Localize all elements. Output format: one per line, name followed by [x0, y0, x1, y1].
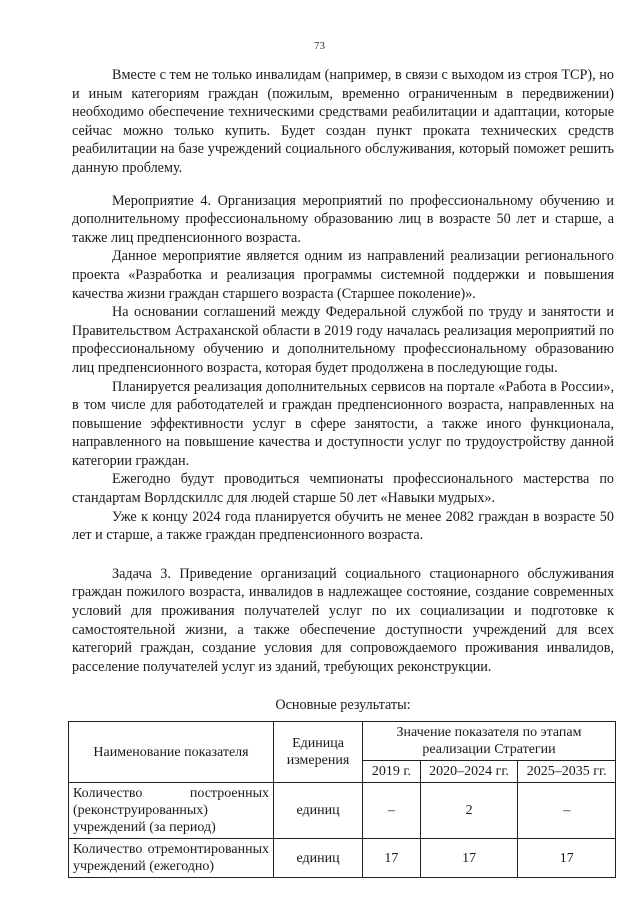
indicator-value: – [518, 783, 616, 839]
table-header-row [69, 722, 616, 761]
document-body [72, 66, 614, 878]
indicator-value: 17 [420, 839, 518, 878]
header-unit: Единица измерения [274, 722, 363, 783]
table-caption: Основные результаты: [275, 697, 411, 714]
paragraph: Мероприятие 4. Организация мероприятий по профессиональному обучению и дополнительному профессиональному образованию лиц в возрасте 50 лет и старше, а также лиц предпенсионного возраста. [72, 192, 614, 246]
indicator-value: 17 [363, 839, 421, 878]
table-row [69, 783, 616, 839]
paragraph: Ежегодно будут проводиться чемпионаты профессионального мастерства по стандартам Ворлдскиллс для людей старше 50 лет «Навыки мудрых». [72, 471, 614, 507]
indicator-unit: единиц [274, 839, 363, 878]
header-period: 2020–2024 гг. [420, 761, 518, 783]
indicator-value: 2 [420, 783, 518, 839]
paragraph: Данное мероприятие является одним из направлений реализации регионального проекта «Разработка и реализация программы системной поддержки и повышения качества жизни граждан старшего возраста (Старшее поколение)». [72, 248, 614, 302]
header-period: 2025–2035 гг. [518, 761, 616, 783]
paragraph: Вместе с тем не только инвалидам (например, в связи с выходом из строя ТСР), но и иным категориям граждан (пожилым, временно ограниченным в передвижении) необходимо обеспечение техническими средствами реабилитации и адаптации, которые сейчас можно только купить. Будет создан пункт проката технических средств реабилитации на базе учреждений социального обслуживания, который поможет решить данную проблему. [72, 67, 614, 176]
indicator-unit: единиц [274, 783, 363, 839]
header-period: 2019 г. [363, 761, 421, 783]
indicator-value: – [363, 783, 421, 839]
indicator-name: Количество построенных (реконструированных) учреждений (за период) [69, 783, 274, 839]
paragraph: На основании соглашений между Федеральной службой по труду и занятости и Правительством Астраханской области в 2019 году началась реализация мероприятий по профессиональному обучению и дополнительному профессиональному образованию лиц предпенсионного возраста, которая будет продолжена в последующие годы. [72, 304, 614, 376]
header-indicator-name: Наименование показателя [69, 722, 274, 783]
table-row [69, 839, 616, 878]
header-strategy-stages: Значение показателя по этапам реализации Стратегии [363, 722, 616, 761]
paragraph: Планируется реализация дополнительных сервисов на портале «Работа в России», в том числе для работодателей и граждан предпенсионного возраста, направленных на повышение эффективности услуг в сфере занятости, а также иного функционала, направленного на повышение качества и доступности услуг по трудоустройству данной категории граждан. [72, 378, 614, 469]
results-table [68, 721, 616, 878]
page-number: 73 [314, 40, 325, 52]
indicator-value: 17 [518, 839, 616, 878]
paragraph: Задача 3. Приведение организаций социального стационарного обслуживания граждан пожилого возраста, инвалидов в надлежащее состояние, создание современных условий для проживания получателей услуг по их социализации и подготовке к самостоятельной жизни, а также обеспечение доступности учреждений для всех категорий граждан, создание условия для сопровождаемого проживания инвалидов, расселение получателей услуг из зданий, требующих реконструкции. [72, 565, 614, 675]
paragraph: Уже к концу 2024 года планируется обучить не менее 2082 граждан в возрасте 50 лет и старше, а также граждан предпенсионного возраста. [72, 508, 614, 544]
indicator-name: Количество отремонтированных учреждений (ежегодно) [69, 839, 274, 878]
